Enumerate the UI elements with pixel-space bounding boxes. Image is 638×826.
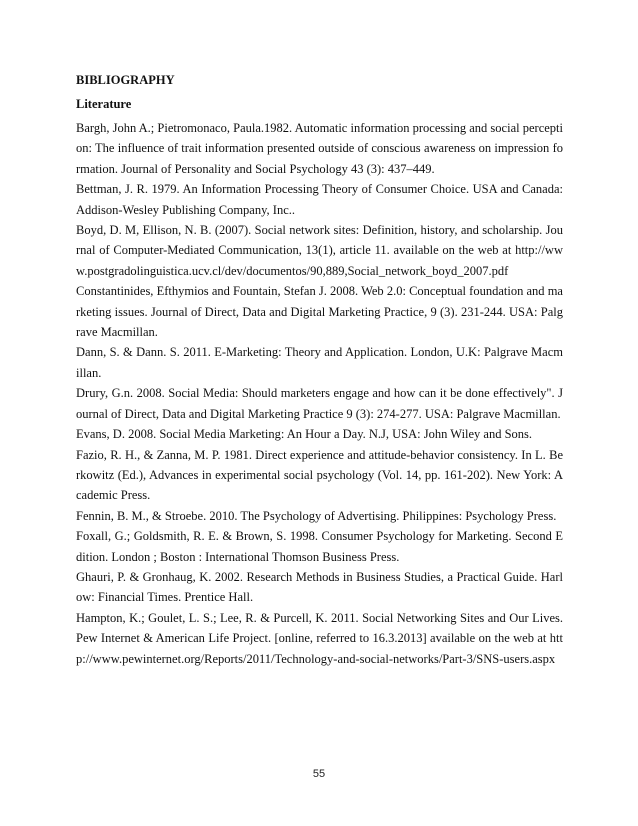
reference-entry: Evans, D. 2008. Social Media Marketing: An Hour a Day. N.J, USA: John Wiley and Sons.	[76, 427, 533, 442]
reference-entry: Bettman, J. R. 1979. An Information Processing Theory of Consumer Choice. USA and Canada: Addison-Wesley Publishing Company, Inc..	[76, 182, 563, 217]
reference-entry: Fennin, B. M., & Stroebe. 2010. The Psychology of Advertising. Philippines: Psychology Press.	[76, 508, 557, 523]
reference-entry: Boyd, D. M, Ellison, N. B. (2007). Social network sites: Definition, history, and scholarship. Journal of Computer-Mediated Communication, 13(1), article 11. available on the web at http://www.postgradolinguistica.ucv.cl/dev/documentos/90,889,Social_network_boyd_2007.pdf	[76, 223, 563, 278]
reference-entry: Hampton, K.; Goulet, L. S.; Lee, R. & Purcell, K. 2011. Social Networking Sites and Our Lives. Pew Internet & American Life Project. [online, referred to 16.3.2013] available on the web at http://www.pewinternet.org/Reports/2011/Technology-and-social-networks/Part-3/SNS-users.aspx	[76, 610, 563, 666]
bibliography-heading: BIBLIOGRAPHY	[76, 73, 175, 87]
reference-entry: Drury, G.n. 2008. Social Media: Should marketers engage and how can it be done effectively". Journal of Direct, Data and Digital Marketing Practice 9 (3): 274-277. USA: Palgrave Macmillan.	[76, 386, 563, 421]
reference-entry: Constantinides, Efthymios and Fountain, Stefan J. 2008. Web 2.0: Conceptual foundation and marketing issues. Journal of Direct, Data and Digital Marketing Practice, 9 (3). 231-244. USA: Palgrave Macmillan.	[76, 284, 563, 340]
document-page	[76, 73, 563, 669]
reference-entry: Ghauri, P. & Gronhaug, K. 2002. Research Methods in Business Studies, a Practical Guide. Harlow: Financial Times. Prentice Hall.	[76, 569, 563, 605]
reference-entry: Bargh, John A.; Pietromonaco, Paula.1982. Automatic information processing and social perception: The influence of trait information presented outside of conscious awareness on impression formation. Journal of Personality and Social Psychology 43 (3): 437–449.	[76, 121, 563, 176]
page-number: 55	[312, 768, 326, 780]
reference-entry: Fazio, R. H., & Zanna, M. P. 1981. Direct experience and attitude-behavior consistency. In L. Berkowitz (Ed.), Advances in experimental social psychology (Vol. 14, pp. 161-202). New York: Academic Press.	[76, 447, 563, 503]
reference-list	[76, 118, 563, 669]
reference-entry: Foxall, G.; Goldsmith, R. E. & Brown, S. 1998. Consumer Psychology for Marketing. Second Edition. London ; Boston : International Thomson Business Press.	[76, 529, 563, 564]
reference-entry: Dann, S. & Dann. S. 2011. E-Marketing: Theory and Application. London, U.K: Palgrave Macmillan.	[76, 345, 563, 380]
literature-subheading: Literature	[76, 97, 132, 111]
